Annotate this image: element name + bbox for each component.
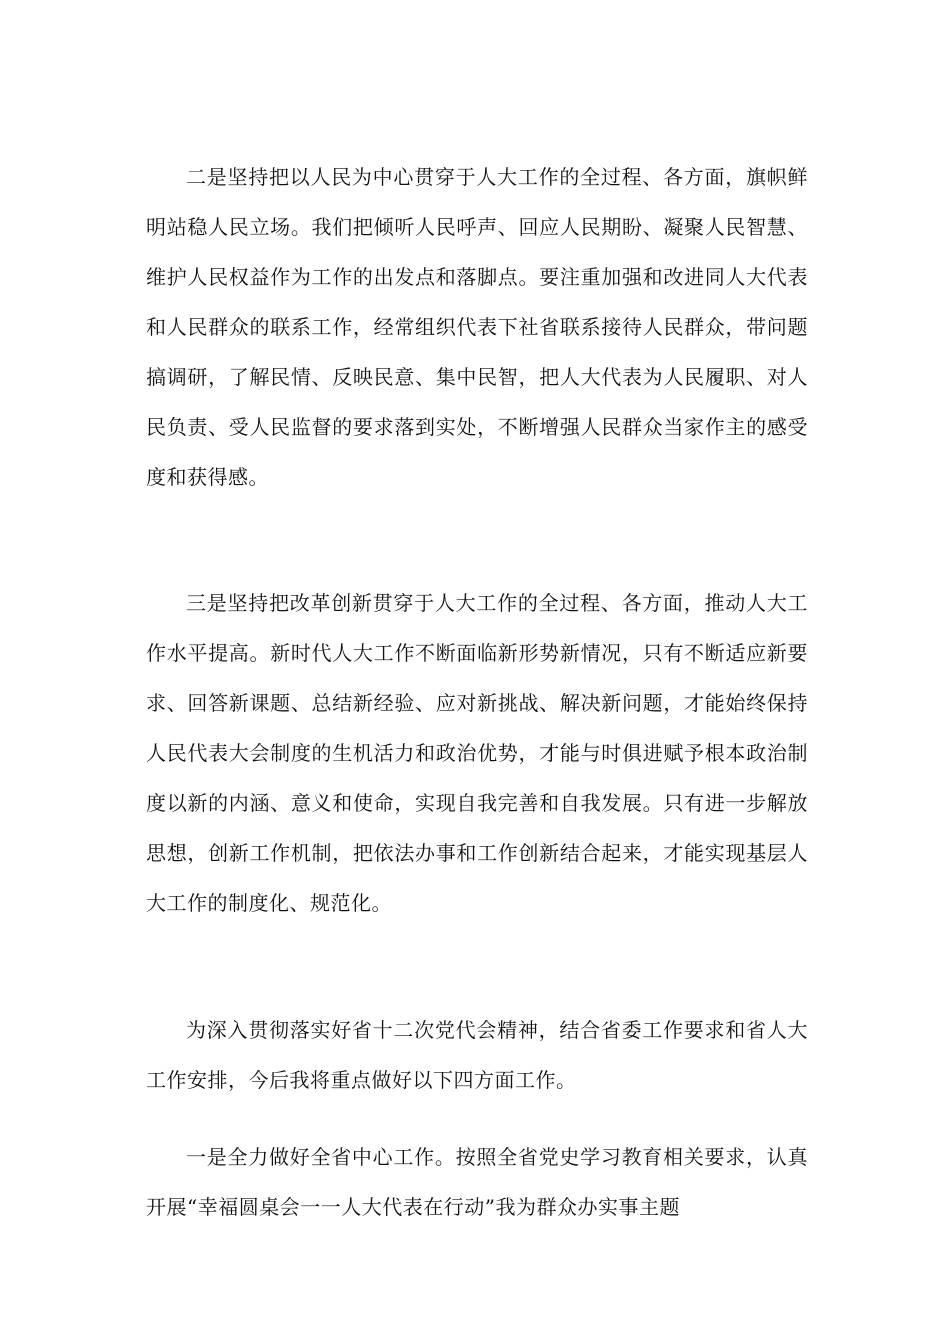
paragraph-people-centered: 二是坚持把以人民为中心贯穿于人大工作的全过程、各方面，旗帜鲜明站稳人民立场。我们把倾听人民呼声、回应人民期盼、凝聚人民智慧、维护人民权益作为工作的出发点和落脚点。要注重加强和改进同人大代表和人民群众的联系工作，经常组织代表下社省联系接待人民群众，带问题搞调研，了解民情、反映民意、集中民智，把人大代表为人民履职、对人民负责、受人民监督的要求落到实处，不断增强人民群众当家作主的感受度和获得感。 — [146, 165, 808, 489]
paragraph-work-plan-intro: 为深入贯彻落实好省十二次党代会精神，结合省委工作要求和省人大工作安排，今后我将重点做好以下四方面工作。 — [146, 1018, 808, 1092]
paragraph-central-work: 一是全力做好全省中心工作。按照全省党史学习教育相关要求，认真开展“幸福圆桌会一一人大代表在行动”我为群众办实事主题 — [146, 1145, 808, 1219]
paragraph-reform-innovation: 三是坚持把改革创新贯穿于人大工作的全过程、各方面，推动人大工作水平提高。新时代人大工作不断面临新形势新情况，只有不断适应新要求、回答新课题、总结新经验、应对新挑战、解决新问题，才能始终保持人民代表大会制度的生机活力和政治优势，才能与时俱进赋予根本政治制度以新的内涵、意义和使命，实现自我完善和自我发展。只有进一步解放思想，创新工作机制，把依法办事和工作创新结合起来，才能实现基层人大工作的制度化、规范化。 — [146, 591, 808, 915]
